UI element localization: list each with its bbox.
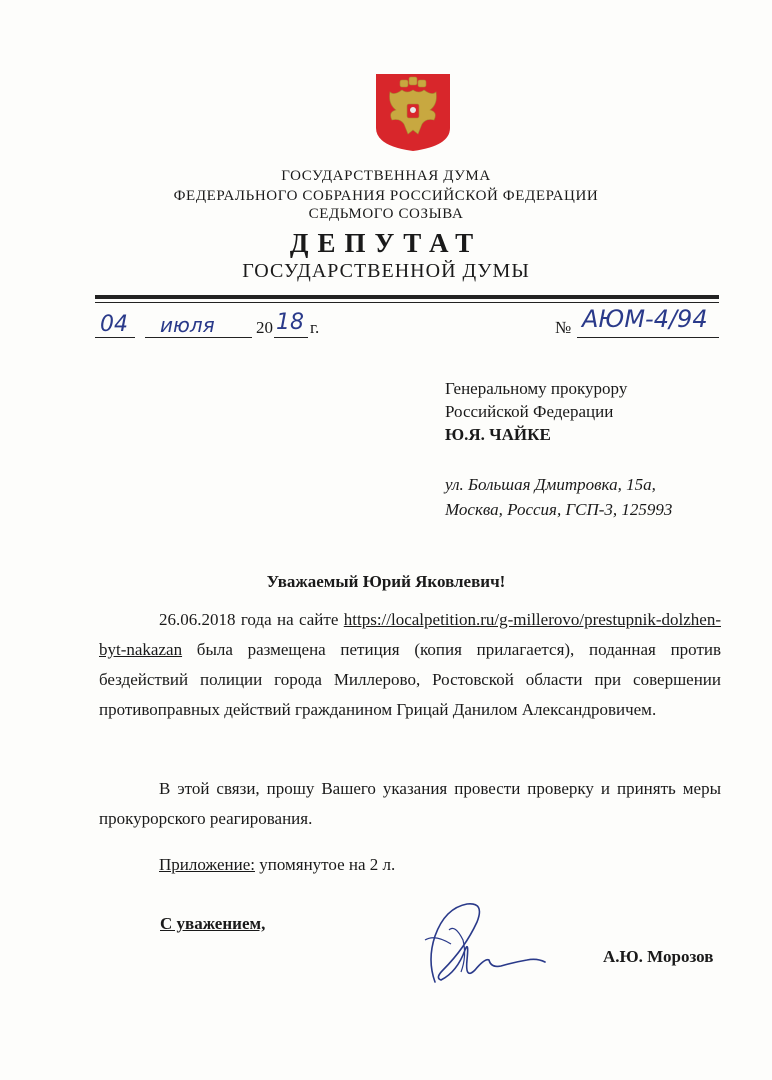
header-subtitle: ГОСУДАРСТВЕННОЙ ДУМЫ bbox=[242, 260, 530, 282]
date-month-underline bbox=[145, 337, 252, 338]
closing-regards: С уважением, bbox=[160, 914, 266, 933]
addressee-street: ул. Большая Дмитровка, 15а, bbox=[445, 475, 656, 494]
header-line-1: ГОСУДАРСТВЕННАЯ ДУМА bbox=[281, 168, 491, 184]
number-underline bbox=[577, 337, 719, 338]
date-year-suffix: 18 bbox=[276, 310, 304, 335]
date-day: 04 bbox=[100, 312, 128, 337]
date-month: июля bbox=[160, 313, 215, 337]
petition-link[interactable]: https://localpetition.ru/g-millerovo/prestupnik-dolzhen-byt-nakazan bbox=[99, 610, 721, 659]
addressee-line-2: Российской Федерации bbox=[445, 402, 614, 421]
attachment-text: упомянутое на 2 л. bbox=[254, 855, 396, 874]
salutation: Уважаемый Юрий Яковлевич! bbox=[266, 572, 506, 591]
coat-of-arms-icon bbox=[374, 72, 452, 152]
petition-text: была размещена петиция (копия прилагается), поданная против бездействий полиции города Миллерово, Ростовской области при совершении противоправных действий гражданином Грицай Данилом Александровичем. bbox=[99, 640, 722, 719]
header-divider-thick bbox=[95, 295, 719, 299]
date-year-prefix: 20 bbox=[256, 318, 273, 337]
header-line-2: ФЕДЕРАЛЬНОГО СОБРАНИЯ РОССИЙСКОЙ ФЕДЕРАЦИИ bbox=[173, 188, 599, 204]
date-day-underline bbox=[95, 337, 135, 338]
attachment-line bbox=[99, 850, 721, 880]
header-line-3: СЕДЬМОГО СОЗЫВА bbox=[308, 206, 464, 222]
date-g: г. bbox=[310, 318, 320, 337]
signature-icon bbox=[405, 900, 555, 990]
date-year-underline bbox=[274, 337, 308, 338]
number-sign: № bbox=[555, 318, 572, 337]
number-value: АЮМ-4/94 bbox=[582, 305, 708, 333]
addressee-line-1: Генеральному прокурору bbox=[445, 379, 628, 398]
addressee-name: Ю.Я. ЧАЙКЕ bbox=[445, 425, 551, 444]
header-divider-thin bbox=[95, 302, 719, 303]
body-paragraph-1 bbox=[99, 605, 721, 725]
header-title: ДЕПУТАТ bbox=[289, 228, 483, 258]
petition-date: 26.06.2018 года на сайте bbox=[159, 610, 339, 629]
addressee-city: Москва, Россия, ГСП-3, 125993 bbox=[445, 500, 673, 519]
attachment-label: Приложение: bbox=[159, 855, 255, 874]
signer-name: А.Ю. Морозов bbox=[603, 947, 714, 966]
body-paragraph-2: В этой связи, прошу Вашего указания провести проверку и принять меры прокурорского реагирования. bbox=[99, 779, 721, 828]
